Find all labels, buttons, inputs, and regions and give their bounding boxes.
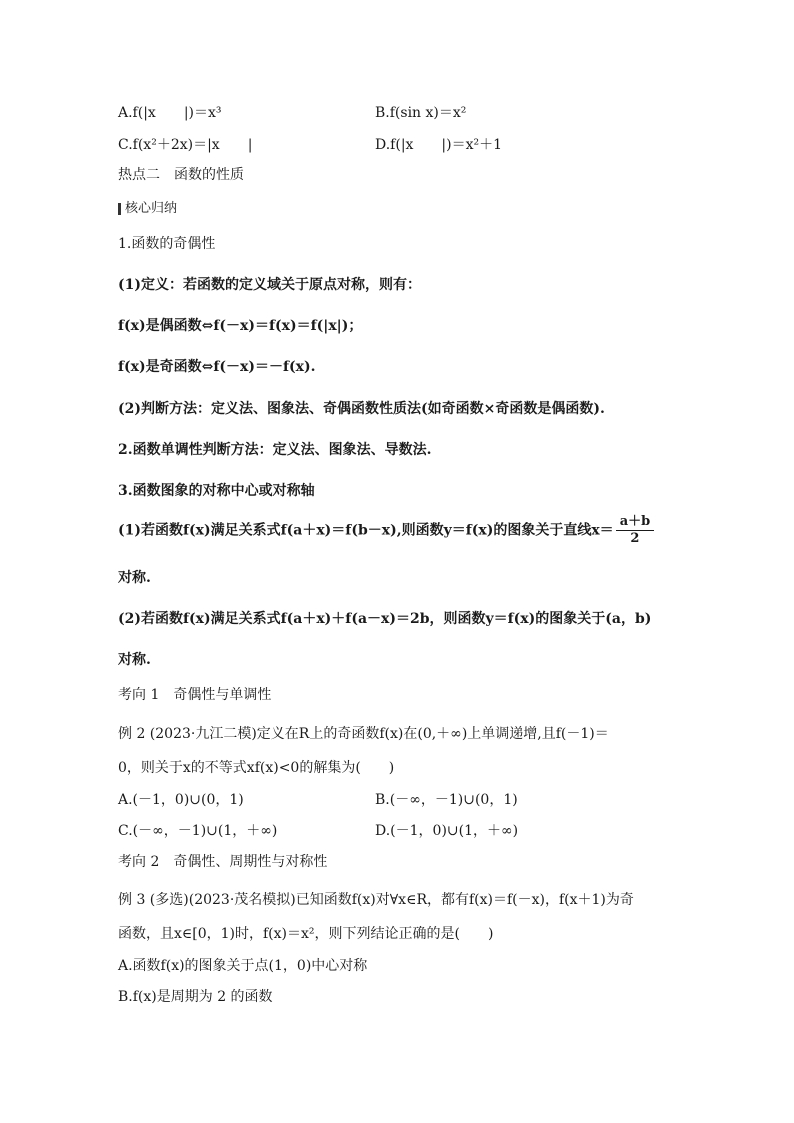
option-a-top: A.f(|x |)＝x³ xyxy=(118,105,222,121)
p3-1 xyxy=(118,514,654,547)
ex3-line1: 例 3 (多选)(2023·茂名模拟)已知函数f(x)对∀x∈R，都有f(x)＝f(－x)，f(x＋1)为奇 xyxy=(118,892,634,908)
fraction-numerator: a＋b xyxy=(616,514,655,531)
section-bar-icon xyxy=(118,203,121,215)
ex2-option-d: D.(－1，0)∪(1，＋∞) xyxy=(375,823,519,839)
option-d-top: D.f(|x |)＝x²＋1 xyxy=(375,137,503,153)
ex2-option-a: A.(－1，0)∪(0，1) xyxy=(118,792,244,808)
hot-title: 热点二 函数的性质 xyxy=(118,167,244,183)
p3-1-fraction xyxy=(616,514,655,547)
p1-even: f(x)是偶函数⇔f(－x)＝f(x)＝f(|x|)； xyxy=(118,318,363,334)
p1-def: (1)定义：若函数的定义域关于原点对称，则有： xyxy=(118,277,421,293)
section-label-text: 核心归纳 xyxy=(125,201,178,216)
p3-2-end: 对称. xyxy=(118,652,151,668)
p2: 2.函数单调性判断方法：定义法、图象法、导数法. xyxy=(118,442,432,458)
option-b-top: B.f(sin x)＝x² xyxy=(375,105,467,121)
p3-1-text: (1)若函数f(x)满足关系式f(a＋x)＝f(b－x),则函数y＝f(x)的图象关于直线x＝ xyxy=(118,522,614,539)
ex3-option-b: B.f(x)是周期为 2 的函数 xyxy=(118,989,273,1005)
p3-title: 3.函数图象的对称中心或对称轴 xyxy=(118,483,315,499)
p1-title: 1.函数的奇偶性 xyxy=(118,236,216,252)
ex3-line2: 函数，且x∈[0，1)时，f(x)＝x²，则下列结论正确的是( ) xyxy=(118,926,494,942)
p1-method: (2)判断方法：定义法、图象法、奇偶函数性质法(如奇函数×奇函数是偶函数). xyxy=(118,401,605,417)
p3-1-end: 对称. xyxy=(118,570,151,586)
p1-odd: f(x)是奇函数⇔f(－x)＝－f(x). xyxy=(118,359,316,375)
ex2-line1: 例 2 (2023·九江二模)定义在R上的奇函数f(x)在(0,＋∞)上单调递增,且f(－1)＝ xyxy=(118,726,609,742)
fraction-denominator: 2 xyxy=(630,531,640,546)
k2-heading: 考向 2 奇偶性、周期性与对称性 xyxy=(118,854,328,870)
p3-2: (2)若函数f(x)满足关系式f(a＋x)＋f(a－x)＝2b，则函数y＝f(x)的图象关于(a，b) xyxy=(118,611,652,627)
ex2-line2: 0，则关于x的不等式xf(x)<0的解集为( ) xyxy=(118,760,395,776)
option-c-top: C.f(x²＋2x)＝|x | xyxy=(118,137,253,153)
ex2-option-c: C.(－∞，－1)∪(1，＋∞) xyxy=(118,823,278,839)
section-label xyxy=(118,200,177,218)
k1-heading: 考向 1 奇偶性与单调性 xyxy=(118,687,272,703)
ex2-option-b: B.(－∞，－1)∪(0，1) xyxy=(375,792,518,808)
ex3-option-a: A.函数f(x)的图象关于点(1，0)中心对称 xyxy=(118,958,368,974)
